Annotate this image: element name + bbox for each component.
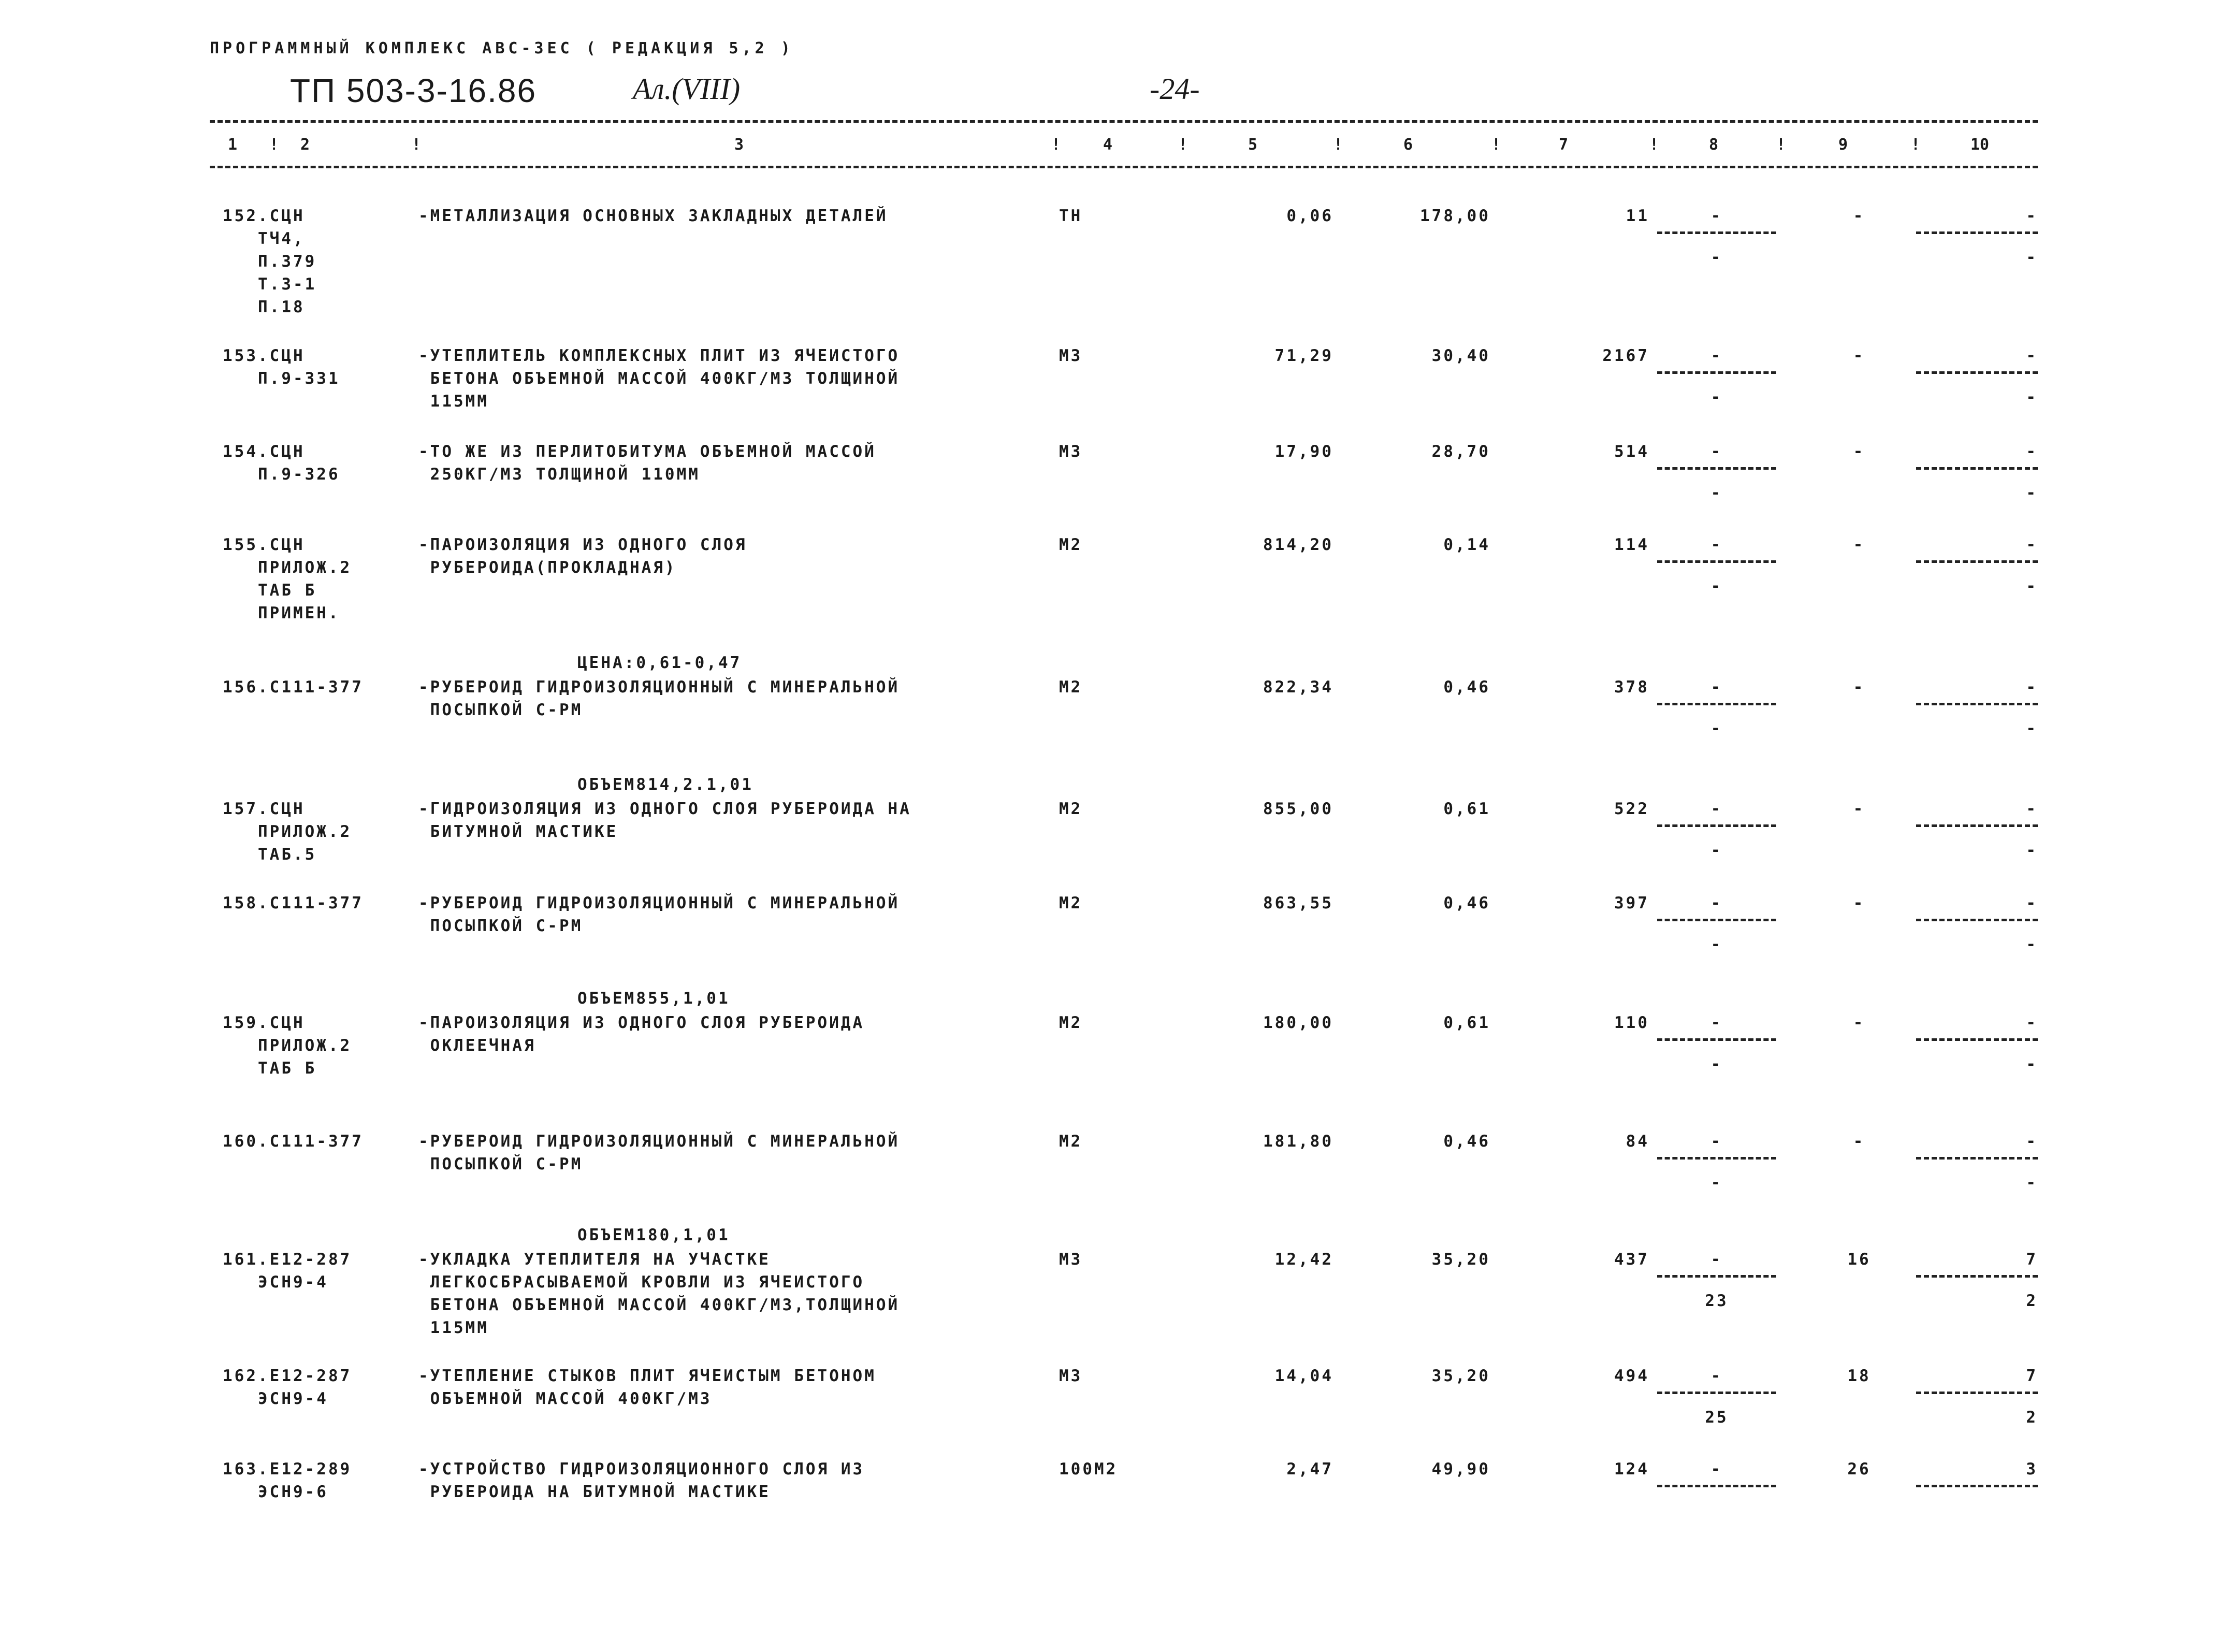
item-unit-price: 35,20 [1431, 1250, 1490, 1269]
col10-bottom: - [2026, 248, 2038, 267]
fraction-line [1916, 1038, 2038, 1041]
item-code: 155.СЦН ПРИЛОЖ.2 ТАБ Б ПРИМЕН. [223, 535, 352, 622]
col8-top: - [1710, 1367, 1723, 1385]
fraction-line [1657, 560, 1776, 563]
col10-bottom: - [2026, 935, 2038, 954]
fraction-line [1657, 824, 1776, 827]
fraction-line [1916, 467, 2038, 470]
col8-fraction [1657, 798, 1776, 865]
col8-top: - [1710, 535, 1723, 554]
col8-fraction [1657, 1458, 1776, 1525]
col8-top: - [1710, 894, 1723, 912]
item-quantity: 14,04 [1274, 1367, 1333, 1385]
col8-fraction [1657, 344, 1776, 412]
item-code: 156.С111-377 [223, 678, 364, 697]
col10-fraction [1916, 1365, 2038, 1432]
item-unit-price: 0,46 [1443, 678, 1490, 697]
item-unit-price: 178,00 [1420, 207, 1490, 225]
item-code: 153.СЦН П.9-331 [223, 346, 340, 388]
item-unit: М2 [1059, 1132, 1083, 1151]
item-code: 159.СЦН ПРИЛОЖ.2 ТАБ Б [223, 1013, 352, 1078]
row-note: ОБЪЕМ855,1,01 [577, 989, 730, 1008]
col10-bottom: - [2026, 841, 2038, 860]
col9-value: - [1853, 800, 1865, 818]
col-sep: ! [269, 136, 279, 154]
fraction-line [1916, 1275, 2038, 1278]
col8-bottom: - [1710, 388, 1723, 407]
col8-fraction [1657, 676, 1776, 743]
item-description: -РУБЕРОИД ГИДРОИЗОЛЯЦИОННЫЙ С МИНЕРАЛЬНОЙ ПОСЫПКОЙ С-РМ [418, 678, 900, 719]
item-description: -МЕТАЛЛИЗАЦИЯ ОСНОВНЫХ ЗАКЛАДНЫХ ДЕТАЛЕЙ [418, 207, 888, 225]
item-quantity: 0,06 [1286, 207, 1333, 225]
item-code: 152.СЦН ТЧ4, П.379 Т.3-1 П.18 [223, 207, 317, 316]
col8-bottom: - [1710, 841, 1723, 860]
col9-value: - [1853, 678, 1865, 697]
item-unit: ТН [1059, 207, 1083, 225]
item-description: -ТО ЖЕ ИЗ ПЕРЛИТОБИТУМА ОБЪЕМНОЙ МАССОЙ 250КГ/М3 ТОЛЩИНОЙ 110ММ [418, 442, 876, 484]
column-number: 5 [1248, 136, 1258, 154]
column-number: 8 [1709, 136, 1719, 154]
item-code: 158.С111-377 [223, 894, 364, 912]
col10-bottom: - [2026, 484, 2038, 502]
col10-fraction [1916, 798, 2038, 865]
column-number: 2 [300, 136, 310, 154]
item-quantity: 822,34 [1263, 678, 1333, 697]
item-total: 514 [1614, 442, 1649, 461]
fraction-line [1916, 231, 2038, 234]
fraction-line [1657, 919, 1776, 921]
col8-fraction [1657, 892, 1776, 959]
item-total: 11 [1626, 207, 1649, 225]
item-total: 124 [1614, 1460, 1649, 1479]
col10-top: - [2026, 800, 2038, 818]
item-code: 160.С111-377 [223, 1132, 364, 1151]
item-unit: М3 [1059, 1250, 1083, 1269]
item-description: -УКЛАДКА УТЕПЛИТЕЛЯ НА УЧАСТКЕ ЛЕГКОСБРАСЫВАЕМОЙ КРОВЛИ ИЗ ЯЧЕИСТОГО БЕТОНА ОБЪЕМНОЙ МАССОЙ 400КГ/М3,ТОЛЩИНОЙ 115ММ [418, 1250, 900, 1337]
album-number: Ал.(VIII) [633, 72, 741, 106]
item-description: -РУБЕРОИД ГИДРОИЗОЛЯЦИОННЫЙ С МИНЕРАЛЬНОЙ ПОСЫПКОЙ С-РМ [418, 1132, 900, 1173]
item-unit-price: 30,40 [1431, 346, 1490, 365]
col-sep: ! [412, 136, 422, 154]
item-unit: М2 [1059, 894, 1083, 912]
col10-top: 3 [2026, 1460, 2038, 1479]
item-unit: М2 [1059, 800, 1083, 818]
fraction-line [1916, 1392, 2038, 1394]
fraction-line [1916, 919, 2038, 921]
fraction-line [1657, 1485, 1776, 1487]
item-total: 494 [1614, 1367, 1649, 1385]
header-divider [210, 166, 2038, 168]
item-description: -РУБЕРОИД ГИДРОИЗОЛЯЦИОННЫЙ С МИНЕРАЛЬНОЙ ПОСЫПКОЙ С-РМ [418, 894, 900, 935]
item-total: 397 [1614, 894, 1649, 912]
col10-fraction [1916, 440, 2038, 508]
col10-top: - [2026, 535, 2038, 554]
col8-bottom: - [1710, 719, 1723, 738]
col8-bottom: - [1710, 935, 1723, 954]
col10-fraction [1916, 1130, 2038, 1197]
item-unit: М3 [1059, 442, 1083, 461]
row-note: ЦЕНА:0,61-0,47 [577, 654, 742, 672]
fraction-line [1657, 1392, 1776, 1394]
col10-fraction [1916, 1011, 2038, 1079]
item-quantity: 71,29 [1274, 346, 1333, 365]
item-description: -ГИДРОИЗОЛЯЦИЯ ИЗ ОДНОГО СЛОЯ РУБЕРОИДА НА БИТУМНОЙ МАСТИКЕ [418, 800, 911, 841]
col10-top: - [2026, 1013, 2038, 1032]
item-unit: М2 [1059, 535, 1083, 554]
item-description: -УСТРОЙСТВО ГИДРОИЗОЛЯЦИОННОГО СЛОЯ ИЗ РУБЕРОИДА НА БИТУМНОЙ МАСТИКЕ [418, 1460, 865, 1501]
col-sep: ! [1178, 136, 1188, 154]
col8-top: - [1710, 800, 1723, 818]
column-number-row [0, 136, 2233, 156]
fraction-line [1916, 824, 2038, 827]
col8-bottom: - [1710, 484, 1723, 502]
item-total: 522 [1614, 800, 1649, 818]
item-total: 2167 [1602, 346, 1649, 365]
col10-bottom: - [2026, 577, 2038, 596]
column-number: 9 [1838, 136, 1848, 154]
item-quantity: 17,90 [1274, 442, 1333, 461]
item-code: 162.Е12-287 ЭСН9-4 [223, 1367, 352, 1408]
col10-top: - [2026, 1132, 2038, 1151]
col8-fraction [1657, 1365, 1776, 1432]
item-code: 157.СЦН ПРИЛОЖ.2 ТАБ.5 [223, 800, 352, 864]
col10-fraction [1916, 344, 2038, 412]
fraction-line [1916, 1485, 2038, 1487]
item-unit: М2 [1059, 678, 1083, 697]
item-unit-price: 35,20 [1431, 1367, 1490, 1385]
column-number: 7 [1559, 136, 1569, 154]
fraction-line [1657, 231, 1776, 234]
item-unit-price: 0,14 [1443, 535, 1490, 554]
column-number: 4 [1103, 136, 1113, 154]
col10-bottom: - [2026, 1055, 2038, 1074]
project-code: ТП 503-3-16.86 [290, 72, 537, 109]
item-unit-price: 49,90 [1431, 1460, 1490, 1479]
col-sep: 1 [228, 136, 238, 154]
item-code: 163.Е12-289 ЭСН9-6 [223, 1460, 352, 1501]
item-unit: 100М2 [1059, 1460, 1118, 1479]
col10-bottom: 2 [2026, 1292, 2038, 1310]
col8-top: - [1710, 346, 1723, 365]
col10-fraction [1916, 676, 2038, 743]
col9-value: 16 [1847, 1250, 1871, 1269]
item-quantity: 814,20 [1263, 535, 1333, 554]
item-description: -УТЕПЛЕНИЕ СТЫКОВ ПЛИТ ЯЧЕИСТЫМ БЕТОНОМ ОБЪЕМНОЙ МАССОЙ 400КГ/М3 [418, 1367, 876, 1408]
fraction-line [1916, 371, 2038, 374]
item-unit: М3 [1059, 346, 1083, 365]
col10-bottom: - [2026, 719, 2038, 738]
item-total: 84 [1626, 1132, 1649, 1151]
program-header: ПРОГРАММНЫЙ КОМПЛЕКС АВС-ЗЕС ( РЕДАКЦИЯ 5,2 ) [210, 39, 794, 57]
item-total: 110 [1614, 1013, 1649, 1032]
col10-fraction [1916, 892, 2038, 959]
col8-bottom: 23 [1705, 1292, 1729, 1310]
item-quantity: 12,42 [1274, 1250, 1333, 1269]
item-unit: М3 [1059, 1367, 1083, 1385]
col9-value: - [1853, 442, 1865, 461]
col9-value: - [1853, 535, 1865, 554]
col10-top: - [2026, 207, 2038, 225]
col-sep: ! [1333, 136, 1343, 154]
item-quantity: 863,55 [1263, 894, 1333, 912]
fraction-line [1657, 1038, 1776, 1041]
col8-top: - [1710, 1013, 1723, 1032]
item-unit-price: 0,46 [1443, 1132, 1490, 1151]
col9-value: - [1853, 1013, 1865, 1032]
row-note: ОБЪЕМ814,2.1,01 [577, 775, 753, 794]
col9-value: - [1853, 894, 1865, 912]
col10-top: - [2026, 678, 2038, 697]
col10-bottom: - [2026, 388, 2038, 407]
col9-value: 26 [1847, 1460, 1871, 1479]
item-description: -ПАРОИЗОЛЯЦИЯ ИЗ ОДНОГО СЛОЯ РУБЕРОИДА ОКЛЕЕЧНАЯ [418, 1013, 865, 1055]
item-quantity: 180,00 [1263, 1013, 1333, 1032]
col10-fraction [1916, 1248, 2038, 1315]
item-unit-price: 0,46 [1443, 894, 1490, 912]
col-sep: ! [1911, 136, 1921, 154]
col8-fraction [1657, 205, 1776, 272]
col-sep: ! [1491, 136, 1501, 154]
col8-bottom: 25 [1705, 1408, 1729, 1427]
col8-bottom: - [1710, 1173, 1723, 1192]
col10-top: - [2026, 442, 2038, 461]
col8-top: - [1710, 207, 1723, 225]
col8-top: - [1710, 442, 1723, 461]
col8-bottom: - [1710, 1055, 1723, 1074]
col-sep: ! [1649, 136, 1659, 154]
col8-top: - [1710, 1250, 1723, 1269]
col9-value: - [1853, 207, 1865, 225]
item-description: -ПАРОИЗОЛЯЦИЯ ИЗ ОДНОГО СЛОЯ РУБЕРОИДА(ПРОКЛАДНАЯ) [418, 535, 747, 577]
col10-top: - [2026, 894, 2038, 912]
item-code: 154.СЦН П.9-326 [223, 442, 340, 484]
fraction-line [1657, 1157, 1776, 1160]
col8-fraction [1657, 1248, 1776, 1315]
item-code: 161.Е12-287 ЭСН9-4 [223, 1250, 352, 1292]
col8-fraction [1657, 1130, 1776, 1197]
item-quantity: 2,47 [1286, 1460, 1333, 1479]
col9-value: - [1853, 346, 1865, 365]
item-unit-price: 28,70 [1431, 442, 1490, 461]
col8-top: - [1710, 1132, 1723, 1151]
col8-fraction [1657, 1011, 1776, 1079]
col8-bottom: - [1710, 577, 1723, 596]
item-total: 437 [1614, 1250, 1649, 1269]
item-total: 378 [1614, 678, 1649, 697]
col8-top: - [1710, 678, 1723, 697]
page-number: -24- [1150, 72, 1200, 106]
item-unit-price: 0,61 [1443, 1013, 1490, 1032]
col10-top: - [2026, 346, 2038, 365]
item-quantity: 181,80 [1263, 1132, 1333, 1151]
col9-value: - [1853, 1132, 1865, 1151]
col10-fraction [1916, 1458, 2038, 1525]
fraction-line [1916, 560, 2038, 563]
col10-bottom: 2 [2026, 1408, 2038, 1427]
top-divider [210, 120, 2038, 123]
col8-bottom: - [1710, 248, 1723, 267]
item-unit: М2 [1059, 1013, 1083, 1032]
col9-value: 18 [1847, 1367, 1871, 1385]
col10-fraction [1916, 205, 2038, 272]
column-number: 6 [1403, 136, 1413, 154]
col-sep: ! [1051, 136, 1061, 154]
col8-fraction [1657, 440, 1776, 508]
col10-top: 7 [2026, 1367, 2038, 1385]
row-note: ОБЪЕМ180,1,01 [577, 1226, 730, 1244]
col10-bottom: - [2026, 1173, 2038, 1192]
col8-fraction [1657, 533, 1776, 601]
fraction-line [1916, 703, 2038, 705]
col10-fraction [1916, 533, 2038, 601]
item-quantity: 855,00 [1263, 800, 1333, 818]
fraction-line [1657, 467, 1776, 470]
column-number: 3 [734, 136, 744, 154]
item-unit-price: 0,61 [1443, 800, 1490, 818]
item-description: -УТЕПЛИТЕЛЬ КОМПЛЕКСНЫХ ПЛИТ ИЗ ЯЧЕИСТОГО БЕТОНА ОБЪЕМНОЙ МАССОЙ 400КГ/М3 ТОЛЩИНОЙ 115ММ [418, 346, 900, 411]
col8-top: - [1710, 1460, 1723, 1479]
fraction-line [1916, 1157, 2038, 1160]
col-sep: ! [1776, 136, 1786, 154]
fraction-line [1657, 371, 1776, 374]
item-total: 114 [1614, 535, 1649, 554]
col10-top: 7 [2026, 1250, 2038, 1269]
column-number: 10 [1970, 136, 1990, 154]
fraction-line [1657, 1275, 1776, 1278]
fraction-line [1657, 703, 1776, 705]
